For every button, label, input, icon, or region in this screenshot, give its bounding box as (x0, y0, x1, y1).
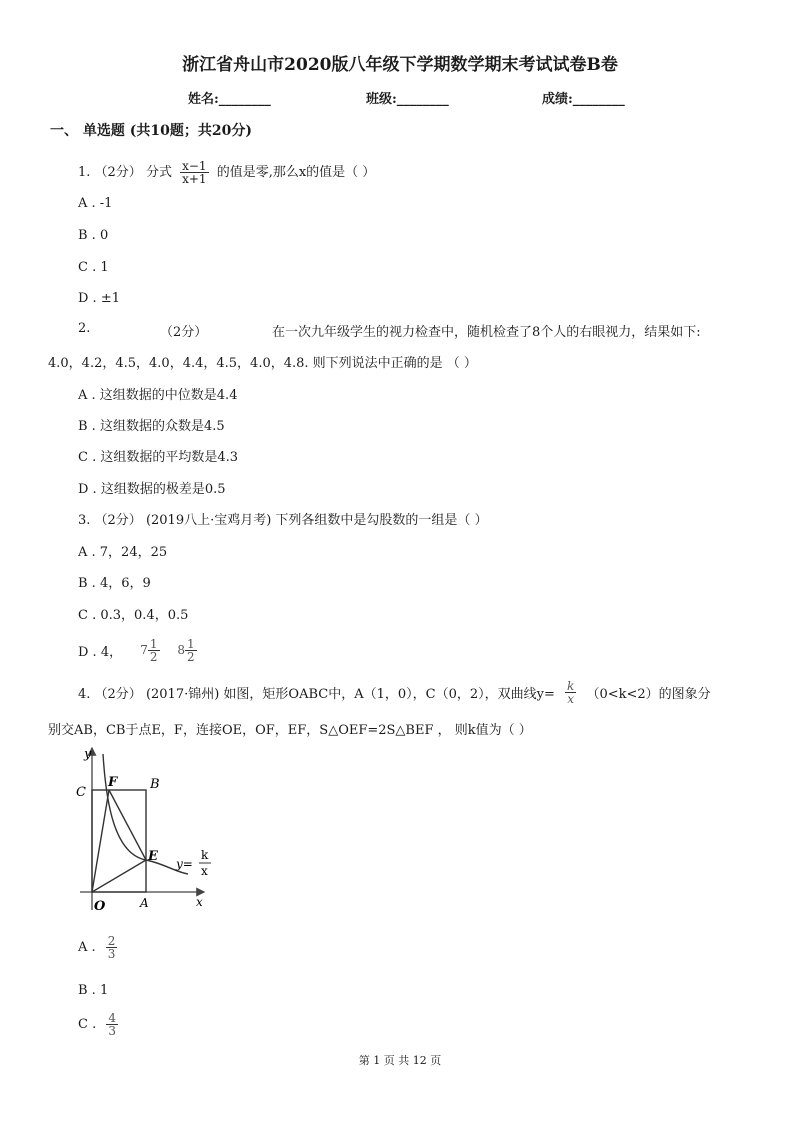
q4-option-c-fraction (106, 1012, 118, 1037)
class-field: 班级:________ (366, 92, 449, 107)
q4-figure (70, 742, 220, 914)
q2-score: （2分） (160, 325, 208, 340)
curve-label-k: k (201, 848, 209, 862)
q3-mixed-2-num: 1 (186, 637, 195, 651)
q3-mixed-2-den: 2 (186, 650, 195, 664)
q3-mixed-1-whole: 7 (140, 643, 148, 657)
curve-label-x: x (201, 864, 208, 878)
q4-option-c-prefix: C . (78, 1017, 97, 1032)
label-e: E (148, 849, 158, 864)
q4-option-a-den: 3 (107, 947, 116, 961)
q4-option-a-prefix: A . (78, 940, 96, 955)
q3-stem: 3. （2分） (2019八上·宝鸡月考) 下列各组数中是勾股数的一组是（ ） (78, 513, 488, 528)
section-heading: 一、 单选题 (共10题；共20分) (50, 123, 252, 139)
page-footer: 第 1 页 共 12 页 (358, 1054, 442, 1067)
q1-fraction (180, 160, 208, 185)
q4-stem-a2: （0<k<2）的图象分 (586, 687, 711, 702)
q4-option-c-den: 3 (108, 1024, 116, 1038)
question-1 (78, 160, 375, 185)
q1-fraction-den: x+1 (182, 172, 207, 186)
label-y: y (84, 747, 92, 762)
q4-k: k (567, 679, 575, 693)
q4-option-c-num: 4 (108, 1011, 116, 1025)
q2-stem-a: 在一次九年级学生的视力检查中，随机检查了8个人的右眼视力，结果如下: (272, 325, 701, 340)
q1-stem-b: 的值是零,那么x的值是（ ） (216, 165, 376, 180)
q3-mixed-1-den: 2 (149, 650, 158, 664)
q4-stem-line-2: 别交AB，CB于点E，F，连接OE，OF，EF，S△OEF=2S△BEF ， 则k值为（ ） (48, 723, 532, 738)
q1-option-a: A . -1 (78, 196, 113, 211)
q3-mixed-1-num: 1 (149, 637, 158, 651)
name-field: 姓名:________ (188, 92, 271, 107)
q2-option-b: B . 这组数据的众数是4.5 (78, 419, 225, 434)
q2-option-c: C . 这组数据的平均数是4.3 (78, 450, 239, 465)
label-o: O (94, 899, 106, 914)
q4-stem-a: 4. （2分） (2017·锦州) 如图，矩形OABC中，A（1，0），C（0，2），双曲线y= (78, 687, 555, 702)
q1-option-d: D . ±1 (78, 291, 120, 306)
q2-option-a: A . 这组数据的中位数是4.4 (78, 388, 238, 403)
q4-x: x (565, 692, 576, 705)
q3-option-d (78, 638, 197, 663)
q4-option-c (78, 1012, 118, 1037)
q4-option-a-num: 2 (107, 934, 116, 948)
q4-option-a (78, 935, 117, 960)
q1-option-c: C . 1 (78, 260, 109, 275)
q2-number: 2. (78, 321, 91, 336)
q3-option-a: A . 7，24，25 (78, 545, 168, 560)
q3-option-d-prefix: D . 4， (78, 645, 123, 660)
q2-option-d: D . 这组数据的极差是0.5 (78, 482, 226, 497)
q4-k-over-x (565, 680, 576, 705)
q3-option-c: C . 0.3，0.4，0.5 (78, 608, 189, 623)
score-field: 成绩:________ (542, 92, 625, 107)
q2-stem-b: 4.0，4.2，4.5，4.0，4.4，4.5，4.0，4.8. 则下列说法中正确的是 （ ） (48, 356, 477, 371)
page-title: 浙江省舟山市2020版八年级下学期数学期末考试试卷B卷 (182, 55, 618, 75)
q4-stem-line-1 (78, 680, 711, 705)
q3-mixed-number-1 (140, 637, 163, 664)
label-a: A (140, 896, 149, 910)
q4-option-a-fraction (106, 935, 118, 960)
label-f: F (108, 775, 118, 790)
label-b: B (150, 777, 160, 792)
curve-label-y: y= (176, 857, 193, 871)
q1-stem-a: 1. （2分） 分式 (78, 165, 172, 180)
q3-mixed-2-whole: 8 (177, 643, 185, 657)
q1-option-b: B . 0 (78, 228, 109, 243)
q3-mixed-number-2 (177, 637, 196, 664)
q1-fraction-num: x−1 (182, 159, 207, 173)
q3-option-b: B . 4，6，9 (78, 576, 151, 591)
label-x: x (196, 895, 203, 909)
segment-oe (92, 860, 146, 892)
label-c: C (76, 785, 86, 800)
segment-of (92, 790, 109, 892)
q4-option-b: B . 1 (78, 983, 109, 998)
